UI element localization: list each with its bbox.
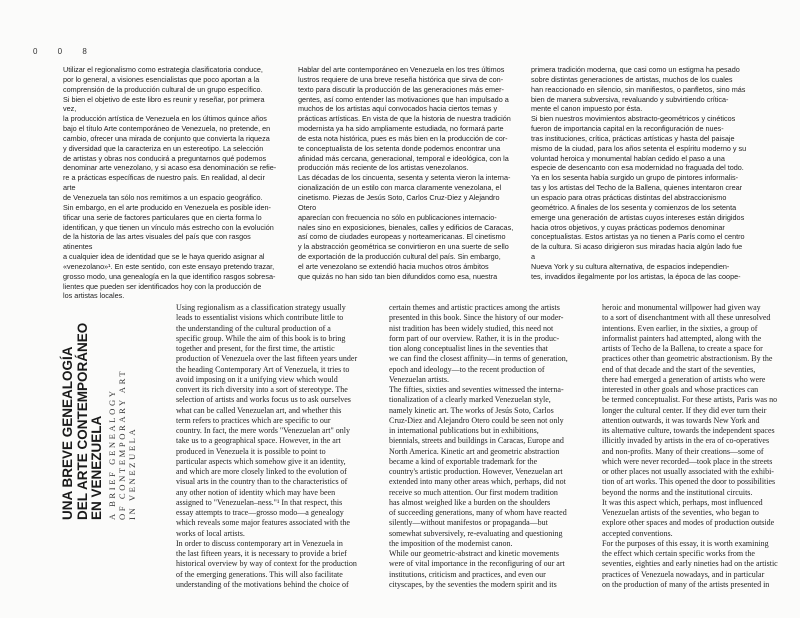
english-subtitle: A BRIEF GENEALOGY OF CONTEMPORARY ART IN VENEZUELA [106,368,137,520]
spanish-text-column-1: Utilizar el regionalismo como estrategia clasificatoria conduce, por lo general, a visiones esencialistas que poco aportan a la comprensión de la producción cultural de un grupo específico. Si bien el objetivo de este libro es reunir y reseñar, por primera vez, la producción artística de Venezuela en los últimos quince años bajo el título Arte contemporáneo de Venezuela, no pretende, en cambio, ofrecer una mirada de conjunto que convierta la riqueza y diversidad que la caracteriza en un estereotipo. La selección de artistas y obras nos conducirá a preguntarnos qué podemos denominar arte venezolano, y si acaso esa denominación se refie- re a prácticas específicas de nuestro país. En realidad, al decir arte de Venezuela tan sólo nos remitimos a un espacio geográfico. Sin embargo, en el arte producido en Venezuela es posible iden- tificar una serie de factores particulares que en cierta forma lo identifican, y que tienen un vínculo más estrecho con la evolución de la historia de las artes visuales del país que con rasgos atinentes a cualquier idea de identidad que se le haya querido asignar al «venezolano»¹. En este sentido, con este ensayo pretendo trazar, grosso modo, una genealogía en la que identifico rasgos sobresa- lientes que pueden ser identificados hoy con la producción de los artistas locales. [63,65,277,301]
english-text-column-3: heroic and monumental willpower had given way to a sort of disenchantment with all these unresolved intentions. Even earlier, in the sixties, a group of informalist painters had attempted, along with the artists of Techo de la Ballena, to create a space for practices other than geometric abstractionism. By the end of that decade and the start of the seventies, there had emerged a generation of artists who were interested in other goals and whose practices can be termed conceptualist. For these artists, Paris was no longer the cultural center. If they did ever turn their attention outwards, it was towards New York and its alternative culture, towards the independent spaces illicitly invaded by artists in the era of co-operatives and non-profits. Many of their creations—some of which were never recorded—took place in the streets or other places not usually associated with the exhibi- tion of art works. This opened the door to possibilities beyond the norms and the institutional circuits. It was this aspect which, perhaps, most influenced Venezuelan artists of the seventies, who began to explore other spaces and modes of production outside accepted conventions. For the purposes of this essay, it is worth examining the effect which certain specific works from the seventies, eighties and early nineties had on the artistic practices of Venezuela nowadays, and in particular on the production of many of the artists presented in [602,303,778,589]
english-text-column-1: Using regionalism as a classification strategy usually leads to essentialist visions which contribute little to the understanding of the cultural production of a specific group. While the aim of this book is to bring together and present, for the first time, the artistic production of Venezuela over the last fifteen years under the heading Contemporary Art of Venezuela, it tries to avoid imposing on it a unifying view which would convert its rich diversity into a sort of stereotype. The selection of artists and works focus us to ask ourselves what can be called Venezuelan art, and whether this term refers to practices which are specific to our country. In fact, the mere words "Venezuelan art" only take us to a geographical space. However, in the art produced in Venezuela it is possible to point to particular aspects which somehow give it an identity, and which are more closely linked to the evolution of visual arts in the country than to the characteristics of any other notion of identity which may have been assigned to "Venezuelan–ness."¹ In that respect, this essay attempts to trace—grosso modo—a genealogy which reveals some major features associated with the works of local artists. In order to discuss contemporary art in Venezuela in the last fifteen years, it is necessary to provide a brief historical overview by way of context for the production of the emerging generations. This will also facilitate understanding of the motivations behind the choice of [176,303,358,589]
spanish-text-column-2: Hablar del arte contemporáneo en Venezuela en los tres últimos lustros requiere de una breve reseña histórica que sirva de con- texto para discutir la producción de las generaciones más emer- gentes, así como entender las motivaciones que han impulsado a muchos de los artistas aquí convocados hacia ciertos temas y prácticas artísticas. En vista de que la historia de nuestra tradición modernista ya ha sido ampliamente estudiada, no formará parte de esta nota histórica, pues es más bien en la producción de cor- te conceptualista de los setenta donde podemos encontrar una afinidad más cercana, generacional, temporal e ideológica, con la producción más reciente de los artistas venezolanos. Las décadas de los cincuenta, sesenta y setenta vieron la interna- cionalización de un estilo con marca claramente venezolana, el cinetismo. Piezas de Jesús Soto, Carlos Cruz-Diez y Alejandro Otero aparecían con frecuencia no sólo en publicaciones internacio- nales sino en exposiciones, bienales, calles y edificios de Caracas, así como de ciudades europeas y norteamericanas. El cinetismo y la abstracción geométrica se convirtieron en una suerte de sello de exportación de la producción cultural del país. Sin embargo, el arte venezolano se extendió hacia muchos otros ámbitos que quizás no han sido tan bien difundidos como esa, nuestra [298,65,514,281]
english-text-column-2: certain themes and artistic practices among the artists presented in this book. Since the history of our moder- nist tradition has been widely studied, this need not form part of our overview. Rather, it is in the produc- tion along conceptualist lines in the seventies that we can find the closest affinity—in terms of generation, epoch and ideology—to the recent production of Venezuelan artists. The fifties, sixties and seventies witnessed the interna- tionalization of a clearly marked Venezuelan style, namely kinetic art. The works of Jesús Soto, Carlos Cruz-Diez and Alejandro Otero could be seen not only in international publications but in exhibitions, biennials, streets and buildings in Caracas, Europe and North America. Kinetic art and geometric abstraction became a kind of exportable trademark for the country's artistic production. However, Venezuelan art extended into many other areas which, perhaps, did not receive so much attention. Our first modern tradition has almost weighed like a burden on the shoulders of succeeding generations, many of whom have reacted silently—without manifestos or propaganda—but somewhat subversively, re-evaluating and questioning the imposition of the modernist canon. While our geometric-abstract and kinetic movements were of vital importance in the reconfiguring of our art institutions, criticism and practices, and even our cityscapes, by the seventies the modern spirit and its [389,303,568,589]
page-number: 0 0 8 [33,47,96,56]
spanish-text-column-3: primera tradición moderna, que casi como un estigma ha pesado sobre distintas generaciones de artistas, muchos de los cuales han reaccionado en silencio, sin manifiestos, o panfletos, sino más bien de manera subversiva, revaluando y subvirtiendo crítica- mente el canon impuesto por ésta. Si bien nuestros movimientos abstracto-geométricos y cinéticos fueron de importancia capital en la reconfiguración de nues- tras instituciones, crítica, prácticas artísticas y hasta del paisaje mismo de la ciudad, para los años setenta el espíritu moderno y su voluntad heroica y monumental habían cedido el paso a una especie de desencanto con esa modernidad no fraguada del todo. Ya en los sesenta había surgido un grupo de pintores informalis- tas y los artistas del Techo de la Ballena, quienes intentaron crear un espacio para otras prácticas distintas del abstraccionismo geométrico. A finales de los sesenta y comienzos de los setenta emerge una generación de artistas cuyos intereses están dirigidos hacia otros objetivos, y cuyas prácticas podemos denominar conceptualistas. Estos artistas ya no tienen a París como el centro de la cultura. Si acaso dirigieron sus miradas hacia algún lado fue a Nueva York y su cultura alternativa, de espacios independien- tes, invadidos ilegalmente por los artistas, la época de las coope- [531,65,747,281]
spanish-title: UNA BREVE GENEALOGÍA DEL ARTE CONTEMPORÁNEO EN VENEZUELA [60,322,104,520]
